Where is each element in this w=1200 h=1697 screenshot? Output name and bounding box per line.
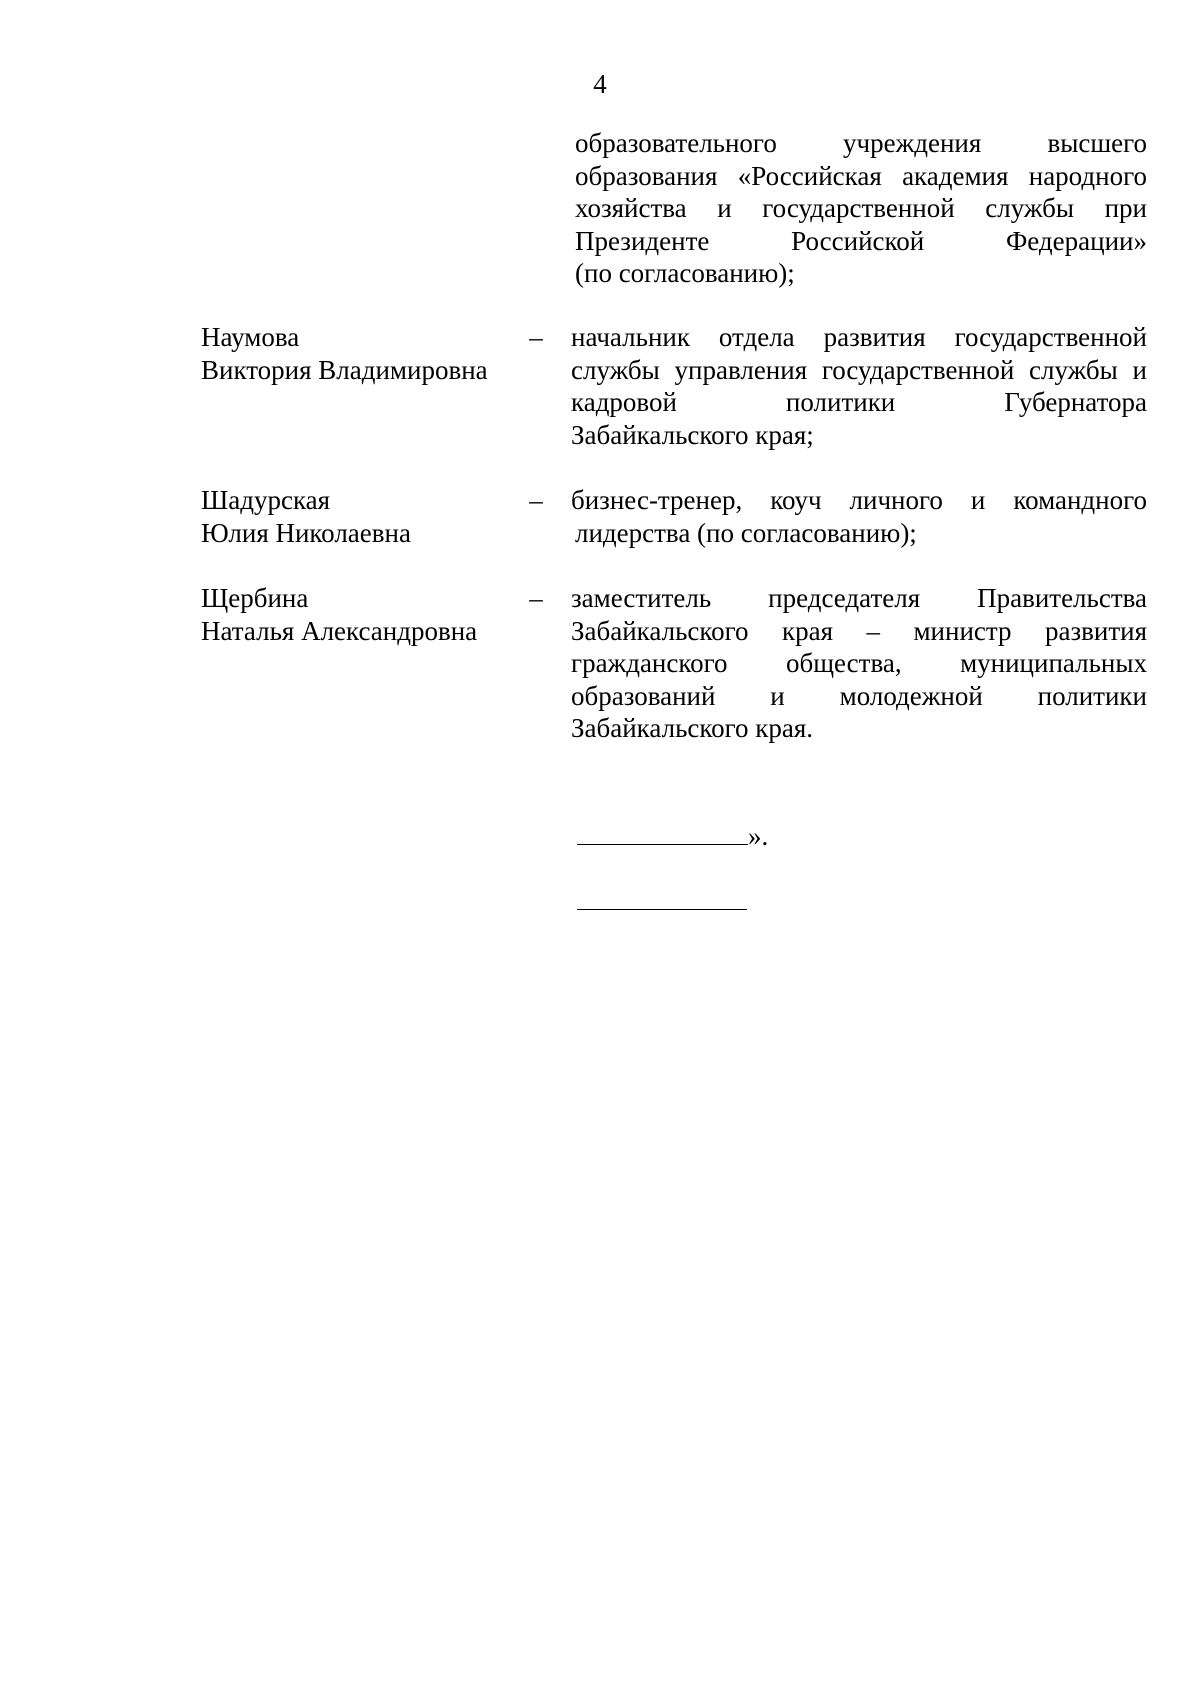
end-rule [577, 909, 747, 910]
member-surname: Шадурская [201, 485, 331, 515]
description-line: (по согласованию); [575, 258, 795, 288]
member-name [201, 321, 521, 386]
member-name [201, 484, 521, 549]
member-description [571, 582, 1147, 745]
member-given-names: Юлия Николаевна [201, 517, 411, 548]
member-name [201, 582, 521, 647]
description-line: образований и молодежной политики [571, 680, 1147, 711]
description-line: лидерства (по согласованию); [575, 517, 917, 548]
description-line: образовательного учреждения высшего [575, 128, 1147, 158]
closing-quote-mark: ». [748, 821, 769, 851]
dash-separator: – [529, 583, 543, 613]
description-line: Забайкальского края. [571, 713, 814, 743]
member-surname: Наумова [201, 322, 300, 352]
description-line: начальник отдела развития государственной [571, 322, 1147, 352]
description-line: образования «Российская академия народного [575, 160, 1147, 191]
member-given-names: Наталья Александровна [201, 615, 478, 646]
blank-underline [577, 818, 748, 845]
continued-description [575, 127, 1147, 290]
description-line: Забайкальского края – министр развития [571, 615, 1147, 646]
member-description [571, 484, 1147, 549]
description-line: хозяйства и государственной службы при [575, 193, 1147, 223]
description-line: кадровой политики Губернатора [571, 387, 1147, 417]
description-line: службы управления государственной службы и [571, 354, 1147, 385]
closing-line [577, 818, 768, 852]
description-line: заместитель председателя Правительства [571, 583, 1147, 613]
page-number: 4 [593, 69, 607, 99]
description-line: гражданского общества, муниципальных [571, 648, 1147, 678]
dash-separator: – [529, 485, 543, 515]
description-line: Забайкальского края; [571, 419, 814, 450]
description-line: Президенте Российской Федерации» [575, 225, 1147, 256]
member-surname: Щербина [201, 583, 309, 613]
member-description [571, 321, 1147, 451]
member-given-names: Виктория Владимировна [201, 354, 488, 385]
description-line: бизнес-тренер, коуч личного и командного [571, 485, 1147, 515]
dash-separator: – [529, 322, 543, 352]
